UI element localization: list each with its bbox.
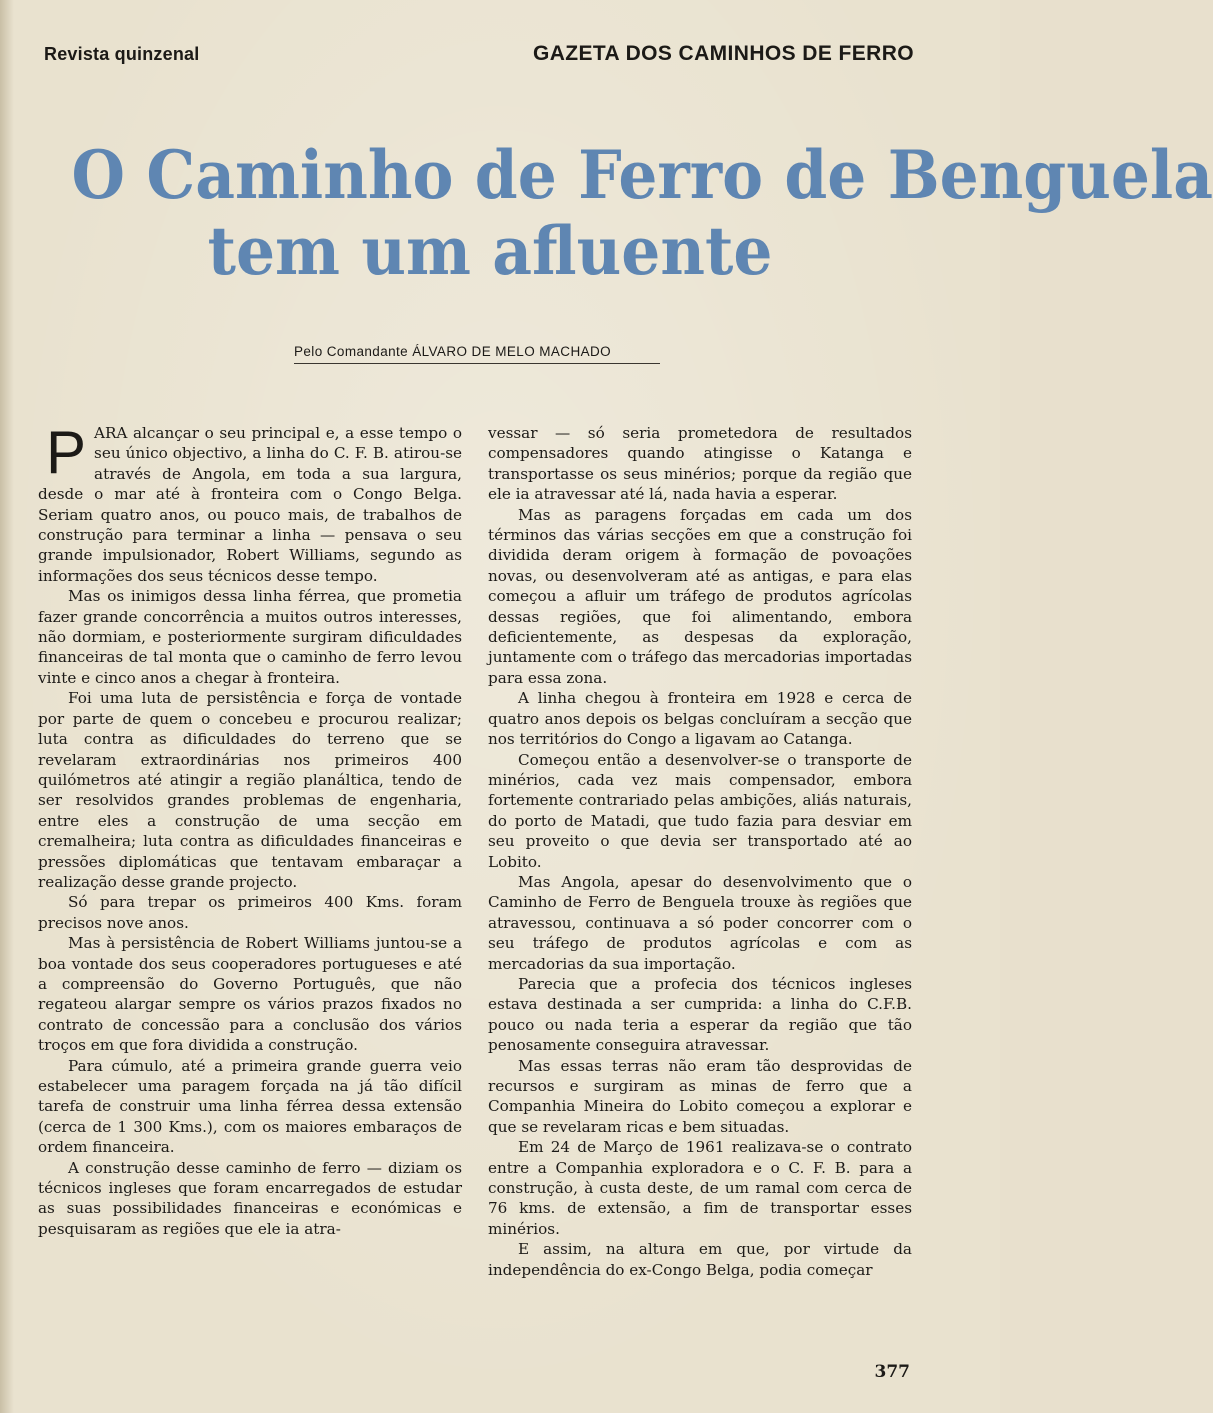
article-title	[71, 136, 1213, 290]
paragraph: Em 24 de Março de 1961 realizava-se o contrato entre a Companhia exploradora e o C. F. B. para a construção, à custa deste, de um ramal com cerca de 76 kms. de extensão, a fim de transportar esses minérios.	[488, 1138, 912, 1238]
article-title-line-2: tem um afluente	[207, 211, 773, 290]
paragraph: Foi uma luta de persistência e força de vontade por parte de quem o concebeu e procurou realizar; luta contra as dificuldades do terreno que se revelaram extraordinárias nos primeiros 400 quilómetros até atingir a região planáltica, tendo de ser resolvidos grandes problemas de engenharia, entre eles a construção de uma secção em cremalheira; luta contra as dificuldades financeiras e pressões diplomáticas que tentavam embaraçar a realização desse grande projecto.	[38, 689, 462, 891]
paragraph: Só para trepar os primeiros 400 Kms. foram precisos nove anos.	[38, 893, 462, 932]
paragraph: Mas os inimigos dessa linha férrea, que prometia fazer grande concorrência a muitos outros interesses, não dormiam, e posteriormente surgiram dificuldades financeiras de tal monta que o caminho de ferro levou vinte e cinco anos a chegar à fronteira.	[38, 587, 462, 687]
paragraph	[38, 419, 462, 586]
paragraph: Parecia que a profecia dos técnicos ingleses estava destinada a ser cumprida: a linha do C.F.B. pouco ou nada teria a esperar da região que tão penosamente conseguira atravessar.	[488, 974, 912, 1055]
article-title-line-1: O Caminho de Ferro de Benguela	[71, 136, 1213, 214]
paragraph-text: ARA alcançar o seu principal e, a esse tempo o seu único objectivo, a linha do C. F. B. atirou-se através de Angola, em toda a sua largura, desde o mar até à fronteira com o Congo Belga. Seriam quatro anos, ou pouco mais, de trabalhos de construção para terminar a linha — pensava o seu grande impulsionador, Robert Williams, segundo as informações dos seus técnicos desse tempo.	[38, 424, 462, 585]
paragraph: A construção desse caminho de ferro — diziam os técnicos ingleses que foram encarregados de estudar as suas possibilidades financeiras e económicas e pesquisaram as regiões que ele ia atra-	[38, 1158, 462, 1238]
paragraph: E assim, na altura em que, por virtude da independência do ex-Congo Belga, podia começar	[488, 1240, 912, 1279]
paragraph: Para cúmulo, até a primeira grande guerra veio estabelecer uma paragem forçada na já tão difícil tarefa de construir uma linha férrea dessa extensão (cerca de 1 300 Kms.), com os maiores embaraços de ordem financeira.	[38, 1056, 462, 1157]
text-column-left	[38, 419, 462, 1239]
paragraph: A linha chegou à fronteira em 1928 e cerca de quatro anos depois os belgas concluíram a secção que nos territórios do Congo a ligavam ao Catanga.	[488, 689, 912, 749]
page-edge-shadow	[0, 0, 14, 1413]
paragraph: Mas essas terras não eram tão desprovidas de recursos e surgiram as minas de ferro que a Companhia Mineira do Lobito começou a explorar e que se revelaram ricas e bem situadas.	[488, 1056, 912, 1136]
article-byline: Pelo Comandante ÁLVARO DE MELO MACHADO	[294, 344, 660, 364]
page-number: 377	[874, 1362, 910, 1382]
running-header-right: GAZETA DOS CAMINHOS DE FERRO	[532, 42, 914, 65]
paragraph: Mas as paragens forçadas em cada um dos términos das várias secções em que a construção foi dividida deram origem à formação de povoações novas, ou desenvolveram até as antigas, e para elas começou a afluir um tráfego de produtos agrícolas dessas regiões, que foi alimentando, embora deficientemente, as despesas da exploração, juntamente com o tráfego das mercadorias importadas para essa zona.	[488, 505, 912, 687]
paragraph: Começou então a desenvolver-se o transporte de minérios, cada vez mais compensador, embora fortemente contrariado pelas ambições, aliás naturais, do porto de Matadi, que tudo fazia para desviar em seu proveito o que devia ser transportado até ao Lobito.	[488, 750, 912, 871]
paragraph: Mas Angola, apesar do desenvolvimento que o Caminho de Ferro de Benguela trouxe às regiões que atravessou, continuava a só poder concorrer com o seu tráfego de produtos agrícolas e com as mercadorias da sua importação.	[488, 872, 912, 973]
paragraph: vessar — só seria prometedora de resultados compensadores quando atingisse o Katanga e transportasse os seus minérios; porque da região que ele ia atravessar até lá, nada havia a esperar.	[488, 424, 912, 504]
running-header-left: Revista quinzenal	[44, 44, 200, 64]
paragraph: Mas à persistência de Robert Williams juntou-se a boa vontade dos seus cooperadores portugueses e até a compreensão do Governo Português, que não regateou alargar sempre os vários prazos fixados no contrato de concessão para a conclusão dos vários troços em que fora dividida a construção.	[38, 934, 462, 1055]
drop-cap: P	[46, 419, 87, 486]
text-column-right	[488, 423, 912, 1280]
